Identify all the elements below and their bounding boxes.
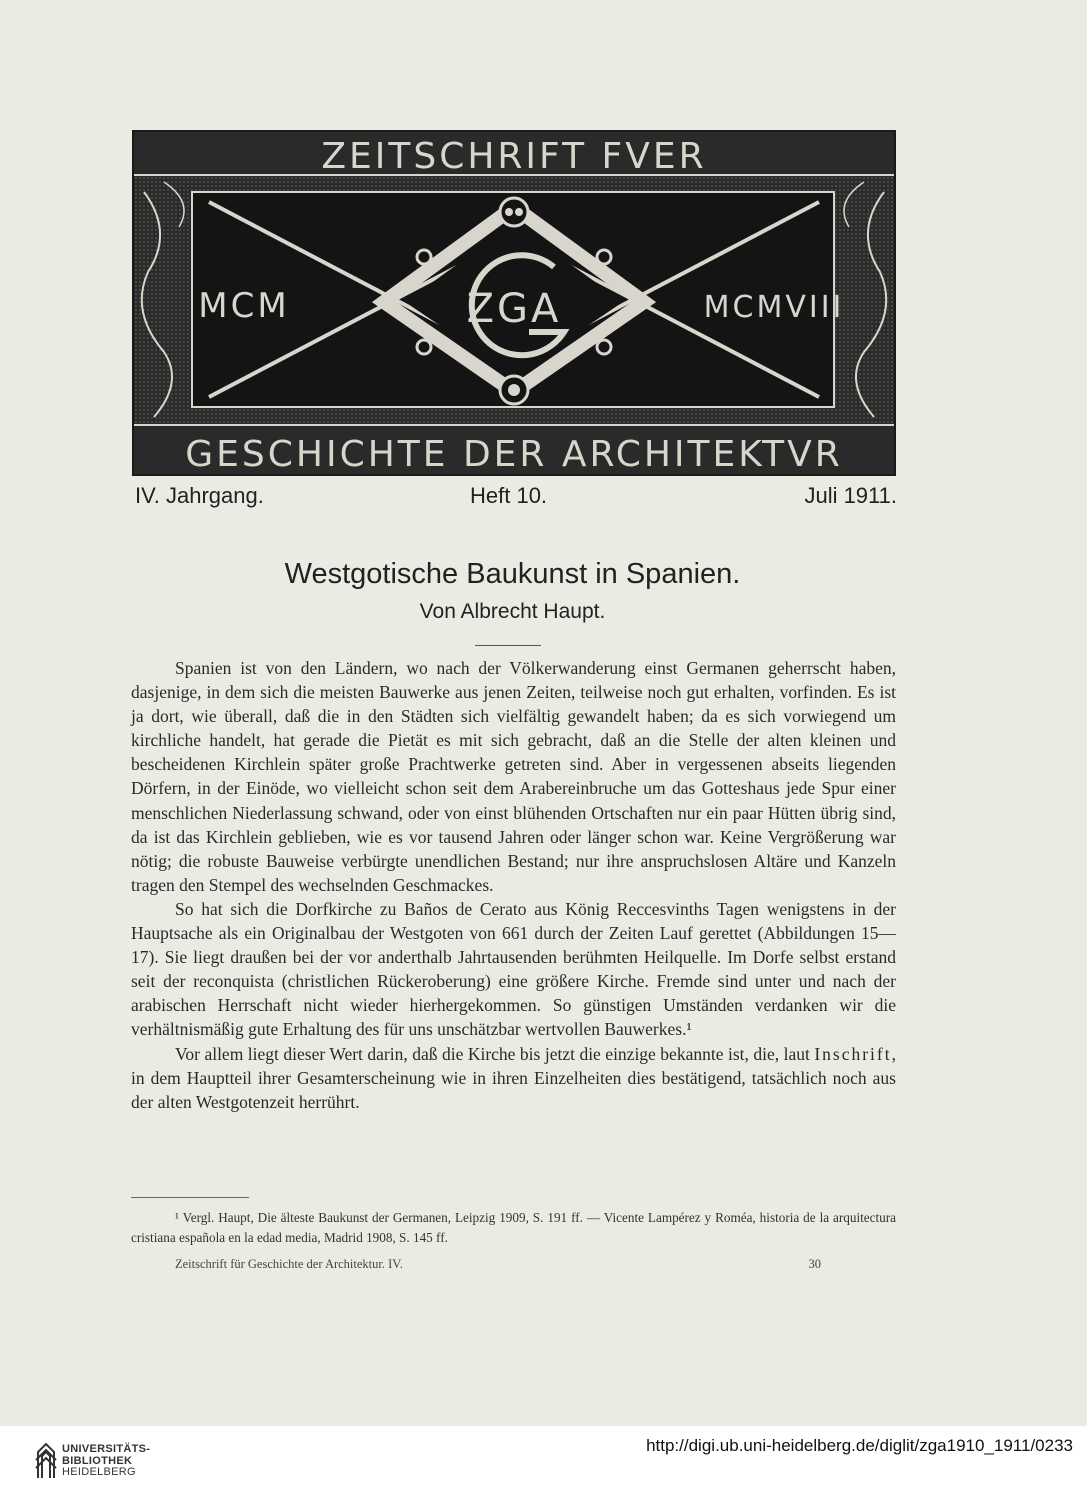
article-title: Westgotische Baukunst in Spanien. <box>284 558 741 590</box>
masthead-lettering <box>134 132 894 474</box>
library-name-line2: BIBLIOTHEK <box>62 1454 133 1467</box>
paragraph-2: So hat sich die Dorfkirche zu Baños de Cerato aus König Reccesvinths Tagen wenigstens in der Hauptsache als ein Originalbau der Westgoten von 661 durch der Zeiten Lauf gerettet (Abbildungen 15—17). Sie liegt draußen bei der vor anderthalb Jahrtausenden berühmten Heilquelle. Im Dorfe selbst erstand seit der reconquista (christlichen Rückeroberung) eine größere Kirche. Fremde sind unter und nach der arabischen Herrschaft nicht wieder hierhergekommen. So günstigen Umständen verdanken wir die verhältnismäßig gute Erhaltung des für uns unschätzbar wertvollen Bauwerkes.¹ <box>131 898 896 1040</box>
masthead-right-date: MCMVIII <box>703 290 845 325</box>
masthead-top-text: ZEITSCHRIFT FVER <box>321 136 707 177</box>
masthead-banner <box>132 130 896 476</box>
issue-line <box>135 483 897 513</box>
permalink-url[interactable]: http://digi.ub.uni-heidelberg.de/diglit/zga1910_1911/0233 <box>646 1436 1073 1455</box>
footer-journal: Zeitschrift für Geschichte der Architektur. IV. <box>175 1257 403 1271</box>
article-body <box>131 656 896 1114</box>
masthead-monogram: ZGA <box>466 286 562 332</box>
paragraph-3-start: Vor allem liegt dieser Wert darin, daß die Kirche bis jetzt die einzige bekannte ist, die, laut <box>175 1043 810 1064</box>
issue-volume: IV. Jahrgang. <box>135 483 264 508</box>
masthead-left-date: MCM <box>198 286 290 326</box>
masthead-bottom-text: GESCHICHTE DER ARCHITEKTVR <box>185 434 843 474</box>
library-name <box>62 1444 150 1479</box>
page-number: 30 <box>808 1257 821 1271</box>
issue-date: Juli 1911. <box>804 483 897 508</box>
paragraph-1: Spanien ist von den Ländern, wo nach der Völkerwanderung einst Germanen geherrscht haben, dasjenige, in dem sich die meisten Bauwerke aus jenen Zeiten, teilweise noch gut erhalten, vorfinden. Es ist ja dort, wie überall, daß die in den Städten sich vielfältig gewandelt haben; da es sich vorwiegend um kirchliche handelt, hat gerade die Pietät es mit sich gebracht, daß an die Stelle der alten kleinen und bescheidenen Kirchlein später große Prachtwerke getreten sind. Aber in vergessenen abseits liegenden Dörfern, in der Einöde, wo vielleicht schon seit dem Arabereinbruche um das Gotteshaus jede Spur einer menschlichen Niederlassung schwand, oder von einst blühenden Ortschaften nur ein paar Hütten übrig sind, da ist das Kirchlein geblieben, wie es vor tausend Jahren oder länger schon war. Keine Vergrößerung war nötig; die robuste Bauweise verbürgte unendlichen Bestand; nur ihre anspruchslosen Altäre und Kanzeln tragen den Stempel des wechselnden Geschmackes. <box>131 658 896 895</box>
footnote-divider <box>131 1197 249 1198</box>
paragraph-3 <box>131 1042 896 1114</box>
article-author: Von Albrecht Haupt. <box>419 600 606 623</box>
page-footer <box>175 1257 821 1272</box>
library-bar <box>0 1426 1087 1503</box>
issue-heft: Heft 10. <box>470 483 548 508</box>
footnote: ¹ Vergl. Haupt, Die älteste Baukunst der Germanen, Leipzig 1909, S. 191 ff. — Vicente Lampérez y Roméa, historia de la arquitectura cristiana española en la edad media, Madrid 1908, S. 145 ff. <box>131 1210 896 1245</box>
library-name-line1: UNIVERSITÄTS- <box>62 1443 151 1455</box>
library-name-line3: HEIDELBERG <box>62 1466 136 1478</box>
university-library-logo-icon <box>34 1438 58 1482</box>
paragraph-3-emphasis: Inschrift <box>814 1043 892 1064</box>
title-divider <box>475 645 541 646</box>
paragraph-3-end: , in dem Hauptteil ihrer Gesamterscheinung wie in ihren Einzelheiten dies bestätigend, tatsächlich noch aus der alten Westgotenzeit herrührt. <box>131 1043 896 1112</box>
